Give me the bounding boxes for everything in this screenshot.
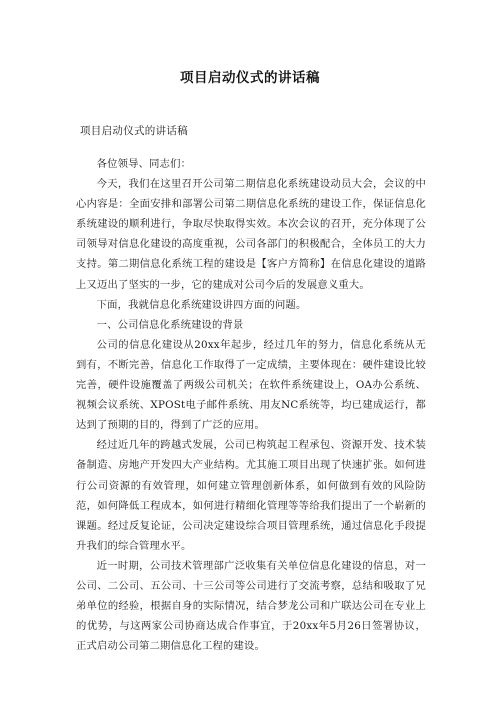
document-body	[76, 154, 426, 656]
paragraph: 经过近几年的跨越式发展，公司已构筑起工程承包、资源开发、技术装备制造、房地产开发四大产业结构。尤其施工项目出现了快速扩张。如何进行公司资源的有效管理，如何建立管理创新体系，如何做到有效的风险防范，如何降低工程成本，如何进行精细化管理等等给我们提出了一个崭新的课题。经过反复论证，公司决定建设综合项目管理系统，通过信息化手段提升我们的综合管理水平。	[76, 439, 426, 552]
section-heading: 一、公司信息化系统建设的背景	[96, 318, 244, 331]
paragraph: 下面，我就信息化系统建设讲四方面的问题。	[96, 298, 307, 311]
document-title: 项目启动仪式的讲话稿	[180, 70, 320, 86]
paragraph: 今天，我们在这里召开公司第二期信息化系统建设动员大会，会议的中心内容是：全面安排和部署公司第二期信息化系统的建设工作，保证信息化系统建设的顺利进行，争取尽快取得实效。本次会议的召开，充分体现了公司领导对信息化建设的高度重视，公司各部门的积极配合，全体员工的大力支持。第二期信息化系统工程的建设是【客户方简称】在信息化建设的道路上又迈出了坚实的一步，它的建成对公司今后的发展意义重大。	[76, 178, 426, 291]
paragraph: 近一时期，公司技术管理部广泛收集有关单位信息化建设的信息，对一公司、二公司、五公司、十三公司等公司进行了交流考察，总结和吸取了兄弟单位的经验，根据自身的实际情况，结合梦龙公司和广联达公司在专业上的优势，与这两家公司协商达成合作事宜，于20xx年5月26日签署协议，正式启动公司第二期信息化工程的建设。	[76, 559, 426, 653]
document-subtitle: 项目启动仪式的讲话稿	[80, 125, 188, 137]
paragraph: 公司的信息化建设从20xx年起步，经过几年的努力，信息化系统从无到有，不断完善，信息化工作取得了一定成绩，主要体现在：硬件建设比较完善，硬件设施覆盖了两级公司机关；在软件系统建设上，OA办公系统、视频会议系统、XPOSt电子邮件系统、用友NC系统等，均已建成运行，都达到了预期的目的，得到了广泛的应用。	[76, 338, 426, 432]
salutation: 各位领导、同志们：	[96, 158, 192, 170]
